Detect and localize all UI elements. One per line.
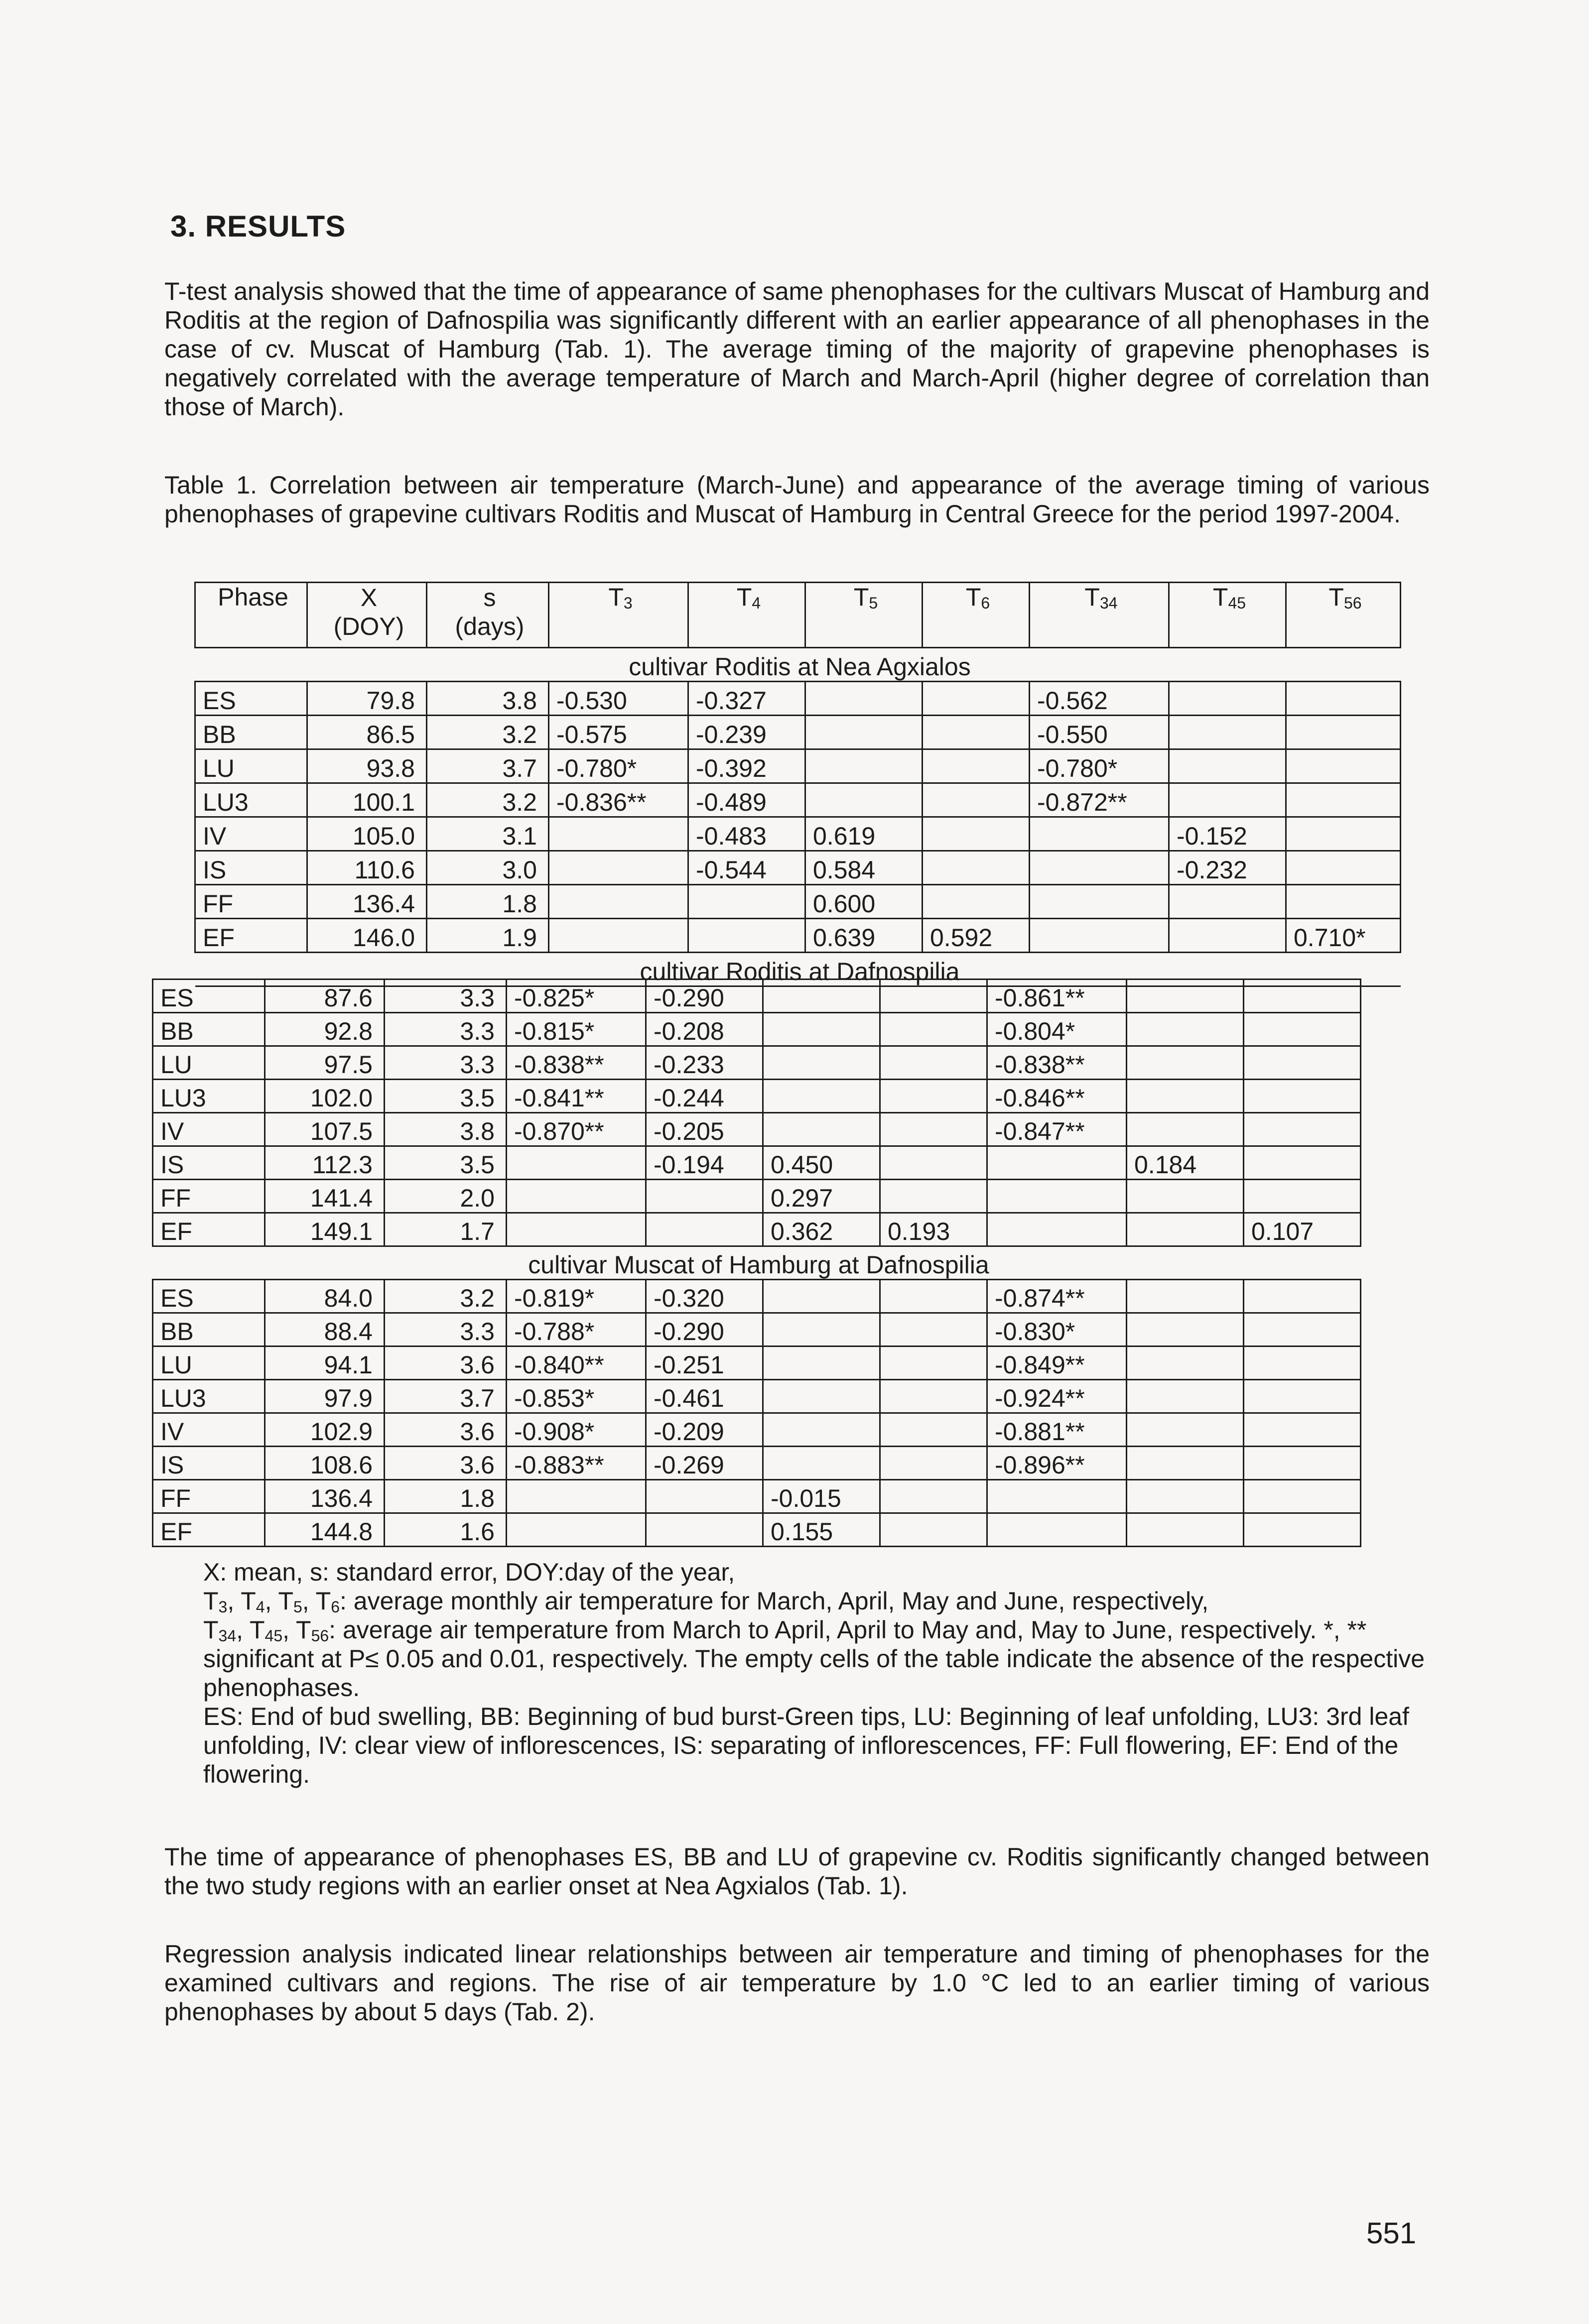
header-t4: $T_4$ xyxy=(688,583,805,648)
cell-t45 xyxy=(1127,1447,1244,1480)
cell-t6 xyxy=(880,1113,987,1146)
cell-phase: EF xyxy=(195,919,307,953)
cell-t45 xyxy=(1127,1180,1244,1213)
cell-s: 1.7 xyxy=(385,1213,507,1246)
cell-t3 xyxy=(507,1480,646,1513)
cell-phase: LU3 xyxy=(153,1080,265,1113)
cell-t6 xyxy=(880,1447,987,1480)
header-t5: $T_5$ xyxy=(805,583,923,648)
table-row xyxy=(153,1447,1361,1480)
cell-x: 93.8 xyxy=(307,749,427,783)
table-row xyxy=(153,1513,1361,1547)
cell-s: 3.2 xyxy=(427,783,549,817)
cell-t6 xyxy=(923,851,1030,885)
cell-t56 xyxy=(1244,1280,1361,1313)
cell-phase: ES xyxy=(153,1280,265,1313)
cell-x: 107.5 xyxy=(265,1113,385,1146)
cell-t6 xyxy=(880,979,987,1013)
cell-t56 xyxy=(1244,1380,1361,1413)
cell-x: 149.1 xyxy=(265,1213,385,1246)
cell-x: 84.0 xyxy=(265,1280,385,1313)
cell-t6 xyxy=(880,1380,987,1413)
cell-t4 xyxy=(688,885,805,919)
cell-s: 3.5 xyxy=(385,1080,507,1113)
section-title-nea-agxialos: cultivar Roditis at Nea Agxialos xyxy=(195,648,1401,682)
cell-s: 1.8 xyxy=(427,885,549,919)
correlation-table-part-2 xyxy=(152,979,1361,1547)
cell-t5 xyxy=(805,716,923,749)
cell-t6 xyxy=(880,1146,987,1180)
cell-t56 xyxy=(1244,1513,1361,1547)
cell-t6 xyxy=(880,1180,987,1213)
cell-phase: LU3 xyxy=(153,1380,265,1413)
cell-t45 xyxy=(1127,1413,1244,1447)
cell-t3 xyxy=(507,1146,646,1180)
cell-t6 xyxy=(923,885,1030,919)
cell-s: 1.6 xyxy=(385,1513,507,1547)
cell-t34 xyxy=(1030,919,1169,953)
table-row xyxy=(153,1346,1361,1380)
cell-t34 xyxy=(987,1213,1127,1246)
cell-t3: -0.836** xyxy=(549,783,688,817)
cell-t56 xyxy=(1286,716,1401,749)
cell-t34: -0.830* xyxy=(987,1313,1127,1346)
cell-t56 xyxy=(1244,1080,1361,1113)
cell-phase: LU xyxy=(195,749,307,783)
cell-t3: -0.838** xyxy=(507,1046,646,1080)
table-row xyxy=(195,851,1401,885)
cell-x: 136.4 xyxy=(265,1480,385,1513)
cell-phase: LU3 xyxy=(195,783,307,817)
note-line-3: $T_{34}$, $T_{45}$, $T_{56}$: average air temperature from March to April, April to May and, May to June, respectively. *, ** significant at P≤ 0.05 and 0.01, respectively. The empty cells of the table indicate the absence of the respective phenophases. xyxy=(203,1616,1425,1702)
cell-t56 xyxy=(1244,1447,1361,1480)
table-row xyxy=(153,1213,1361,1246)
table-row xyxy=(153,1280,1361,1313)
cell-t34 xyxy=(1030,817,1169,851)
cell-s: 3.8 xyxy=(427,682,549,716)
table-row xyxy=(153,1480,1361,1513)
cell-t4: -0.290 xyxy=(646,1313,763,1346)
cell-s: 3.3 xyxy=(385,979,507,1013)
cell-t3 xyxy=(549,885,688,919)
cell-t34: -0.849** xyxy=(987,1346,1127,1380)
cell-t6 xyxy=(880,1013,987,1046)
cell-t56 xyxy=(1244,1480,1361,1513)
cell-t5: 0.639 xyxy=(805,919,923,953)
cell-t45 xyxy=(1169,919,1286,953)
cell-t3 xyxy=(507,1180,646,1213)
cell-t45 xyxy=(1169,682,1286,716)
cell-t34 xyxy=(987,1513,1127,1547)
cell-s: 3.7 xyxy=(385,1380,507,1413)
cell-t45 xyxy=(1127,979,1244,1013)
cell-t3: -0.853* xyxy=(507,1380,646,1413)
cell-t4: -0.205 xyxy=(646,1113,763,1146)
cell-t4: -0.233 xyxy=(646,1046,763,1080)
cell-x: 86.5 xyxy=(307,716,427,749)
cell-t3 xyxy=(507,1213,646,1246)
cell-t34 xyxy=(987,1480,1127,1513)
cell-t34: -0.872** xyxy=(1030,783,1169,817)
cell-t6 xyxy=(923,817,1030,851)
cell-t3 xyxy=(549,817,688,851)
cell-t56 xyxy=(1286,682,1401,716)
cell-t45: -0.232 xyxy=(1169,851,1286,885)
note-line-4: ES: End of bud swelling, BB: Beginning of bud burst-Green tips, LU: Beginning of leaf unfolding, LU3: 3rd leaf unfolding, IV: clear view of inflorescences, IS: separating of inflorescences, FF: Full flowering, EF: End of the flowering. xyxy=(203,1703,1409,1788)
cell-t56 xyxy=(1244,1046,1361,1080)
header-t56: $T_{56}$ xyxy=(1286,583,1401,648)
page-number: 551 xyxy=(1366,2216,1417,2250)
cell-t34: -0.874** xyxy=(987,1280,1127,1313)
cell-t4 xyxy=(646,1213,763,1246)
cell-x: 94.1 xyxy=(265,1346,385,1380)
cell-t56 xyxy=(1244,1413,1361,1447)
cell-phase: LU xyxy=(153,1046,265,1080)
cell-s: 3.0 xyxy=(427,851,549,885)
table-row xyxy=(195,682,1401,716)
cell-t6 xyxy=(923,682,1030,716)
cell-t4 xyxy=(688,919,805,953)
cell-t4: -0.269 xyxy=(646,1447,763,1480)
cell-t5 xyxy=(805,682,923,716)
section-row xyxy=(153,1246,1361,1280)
cell-t45 xyxy=(1127,1213,1244,1246)
cell-t3 xyxy=(549,919,688,953)
cell-t4 xyxy=(646,1180,763,1213)
cell-s: 3.6 xyxy=(385,1346,507,1380)
cell-t34 xyxy=(1030,885,1169,919)
cell-t56 xyxy=(1286,783,1401,817)
cell-t34 xyxy=(987,1146,1127,1180)
cell-phase: ES xyxy=(195,682,307,716)
cell-t3: -0.908* xyxy=(507,1413,646,1447)
cell-s: 1.8 xyxy=(385,1480,507,1513)
cell-t34: -0.896** xyxy=(987,1447,1127,1480)
cell-t56 xyxy=(1244,979,1361,1013)
cell-s: 3.6 xyxy=(385,1413,507,1447)
cell-phase: ES xyxy=(153,979,265,1013)
cell-t5 xyxy=(763,1013,880,1046)
cell-t5: 0.155 xyxy=(763,1513,880,1547)
cell-phase: IS xyxy=(153,1447,265,1480)
header-t34: $T_{34}$ xyxy=(1030,583,1169,648)
cell-t4: -0.461 xyxy=(646,1380,763,1413)
table-row xyxy=(153,1413,1361,1447)
cell-t3: -0.780* xyxy=(549,749,688,783)
cell-t3: -0.530 xyxy=(549,682,688,716)
table-header-row xyxy=(195,583,1401,648)
cell-t4: -0.327 xyxy=(688,682,805,716)
header-t45: $T_{45}$ xyxy=(1169,583,1286,648)
cell-t5 xyxy=(763,1080,880,1113)
cell-t4: -0.392 xyxy=(688,749,805,783)
header-s: s (days) xyxy=(427,583,549,648)
header-x: X (DOY) xyxy=(307,583,427,648)
cell-t45: -0.152 xyxy=(1169,817,1286,851)
cell-x: 141.4 xyxy=(265,1180,385,1213)
cell-t56 xyxy=(1244,1180,1361,1213)
table-notes xyxy=(203,1558,1429,1789)
cell-t45 xyxy=(1127,1313,1244,1346)
cell-t4: -0.244 xyxy=(646,1080,763,1113)
cell-t4: -0.544 xyxy=(688,851,805,885)
results-paragraph-1: T-test analysis showed that the time of appearance of same phenophases for the cultivars Muscat of Hamburg and Roditis at the region of Dafnospilia was significantly different with an earlier appearance of all phenophases in the case of cv. Muscat of Hamburg (Tab. 1). The average timing of the majority of grapevine phenophases is negatively correlated with the average temperature of March and March-April (higher degree of correlation than those of March). xyxy=(164,277,1430,421)
section-body-muscat-dafnospilia xyxy=(153,1280,1361,1547)
cell-t3 xyxy=(549,851,688,885)
cell-t5: 0.362 xyxy=(763,1213,880,1246)
cell-t5: 0.600 xyxy=(805,885,923,919)
cell-t5 xyxy=(763,1313,880,1346)
note-line-1: X: mean, s: standard error, DOY:day of the year, xyxy=(203,1558,735,1586)
cell-t5: 0.450 xyxy=(763,1146,880,1180)
cell-phase: FF xyxy=(153,1480,265,1513)
table-row xyxy=(153,1146,1361,1180)
cell-t3: -0.815* xyxy=(507,1013,646,1046)
cell-s: 3.8 xyxy=(385,1113,507,1146)
cell-t5: 0.584 xyxy=(805,851,923,885)
cell-t5: 0.297 xyxy=(763,1180,880,1213)
cell-t4: -0.483 xyxy=(688,817,805,851)
table-row xyxy=(195,919,1401,953)
cell-t6 xyxy=(880,1346,987,1380)
cell-t34: -0.550 xyxy=(1030,716,1169,749)
cell-t34: -0.881** xyxy=(987,1413,1127,1447)
cell-s: 3.7 xyxy=(427,749,549,783)
table-row xyxy=(195,817,1401,851)
section-title: 3. RESULTS xyxy=(170,210,346,243)
cell-t56 xyxy=(1244,1013,1361,1046)
cell-t3: -0.825* xyxy=(507,979,646,1013)
cell-phase: IS xyxy=(153,1146,265,1180)
cell-t5 xyxy=(805,749,923,783)
cell-x: 92.8 xyxy=(265,1013,385,1046)
cell-t4: -0.290 xyxy=(646,979,763,1013)
correlation-table-part-1 xyxy=(194,582,1401,987)
cell-s: 3.5 xyxy=(385,1146,507,1180)
cell-t45 xyxy=(1169,749,1286,783)
cell-s: 3.6 xyxy=(385,1447,507,1480)
cell-t3: -0.840** xyxy=(507,1346,646,1380)
cell-x: 88.4 xyxy=(265,1313,385,1346)
cell-t5 xyxy=(763,1280,880,1313)
cell-t34: -0.804* xyxy=(987,1013,1127,1046)
cell-x: 112.3 xyxy=(265,1146,385,1180)
cell-t34 xyxy=(1030,851,1169,885)
cell-t5 xyxy=(763,979,880,1013)
cell-x: 102.9 xyxy=(265,1413,385,1447)
cell-t6 xyxy=(923,749,1030,783)
cell-t4 xyxy=(646,1480,763,1513)
cell-s: 3.3 xyxy=(385,1046,507,1080)
table-row xyxy=(153,1380,1361,1413)
cell-t45: 0.184 xyxy=(1127,1146,1244,1180)
cell-t45 xyxy=(1127,1346,1244,1380)
cell-t3 xyxy=(507,1513,646,1547)
note-line-2: $T_3$, $T_4$, $T_5$, $T_6$: average monthly air temperature for March, April, May and June, respectively, xyxy=(203,1587,1209,1616)
cell-t5: 0.619 xyxy=(805,817,923,851)
cell-t6 xyxy=(880,1080,987,1113)
section-body-roditis-dafnospilia xyxy=(153,979,1361,1246)
table-row xyxy=(153,1046,1361,1080)
cell-phase: IV xyxy=(195,817,307,851)
cell-x: 100.1 xyxy=(307,783,427,817)
cell-phase: IS xyxy=(195,851,307,885)
cell-x: 146.0 xyxy=(307,919,427,953)
cell-t34: -0.562 xyxy=(1030,682,1169,716)
cell-x: 136.4 xyxy=(307,885,427,919)
cell-x: 144.8 xyxy=(265,1513,385,1547)
table-row xyxy=(195,749,1401,783)
cell-t34: -0.847** xyxy=(987,1113,1127,1146)
cell-t56: 0.107 xyxy=(1244,1213,1361,1246)
cell-s: 1.9 xyxy=(427,919,549,953)
cell-t56 xyxy=(1286,851,1401,885)
cell-t5 xyxy=(763,1380,880,1413)
cell-t56 xyxy=(1286,885,1401,919)
cell-t3: -0.788* xyxy=(507,1313,646,1346)
cell-phase: BB xyxy=(153,1313,265,1346)
cell-phase: BB xyxy=(153,1013,265,1046)
cell-t4: -0.251 xyxy=(646,1346,763,1380)
cell-t3: -0.883** xyxy=(507,1447,646,1480)
cell-phase: LU xyxy=(153,1346,265,1380)
header-phase: Phase xyxy=(195,583,307,648)
cell-t56 xyxy=(1286,817,1401,851)
cell-t45 xyxy=(1169,716,1286,749)
cell-t56 xyxy=(1244,1346,1361,1380)
cell-phase: EF xyxy=(153,1213,265,1246)
cell-t6 xyxy=(880,1413,987,1447)
cell-t5 xyxy=(805,783,923,817)
cell-t6 xyxy=(880,1513,987,1547)
cell-t34: -0.861** xyxy=(987,979,1127,1013)
cell-t6 xyxy=(923,716,1030,749)
cell-phase: IV xyxy=(153,1113,265,1146)
cell-t45 xyxy=(1127,1013,1244,1046)
cell-t4: -0.489 xyxy=(688,783,805,817)
cell-x: 108.6 xyxy=(265,1447,385,1480)
cell-t6 xyxy=(880,1046,987,1080)
header-t6: $T_6$ xyxy=(923,583,1030,648)
cell-s: 3.1 xyxy=(427,817,549,851)
cell-t56 xyxy=(1286,749,1401,783)
section-title-roditis-dafnospilia: cultivar Roditis at Dafnospilia xyxy=(195,953,1401,986)
table-row xyxy=(153,1113,1361,1146)
cell-s: 3.3 xyxy=(385,1313,507,1346)
cell-x: 87.6 xyxy=(265,979,385,1013)
cell-t56 xyxy=(1244,1146,1361,1180)
cell-x: 102.0 xyxy=(265,1080,385,1113)
cell-x: 97.9 xyxy=(265,1380,385,1413)
results-paragraph-3: Regression analysis indicated linear relationships between air temperature and timing of phenophases for the examined cultivars and regions. The rise of air temperature by 1.0 °C led to an earlier timing of various phenophases by about 5 days (Tab. 2). xyxy=(164,1940,1430,2026)
cell-t45 xyxy=(1169,885,1286,919)
cell-t45 xyxy=(1127,1080,1244,1113)
cell-t34: -0.838** xyxy=(987,1046,1127,1080)
cell-t45 xyxy=(1127,1513,1244,1547)
cell-s: 2.0 xyxy=(385,1180,507,1213)
cell-phase: IV xyxy=(153,1413,265,1447)
cell-t45 xyxy=(1127,1113,1244,1146)
cell-t45 xyxy=(1127,1046,1244,1080)
table-row xyxy=(195,885,1401,919)
cell-t6 xyxy=(880,1280,987,1313)
cell-t4: -0.320 xyxy=(646,1280,763,1313)
cell-s: 3.2 xyxy=(385,1280,507,1313)
table-row xyxy=(153,1013,1361,1046)
table-caption: Table 1. Correlation between air temperature (March-June) and appearance of the average timing of various phenophases of grapevine cultivars Roditis and Muscat of Hamburg in Central Greece for the period 1997-2004. xyxy=(164,471,1430,528)
cell-x: 97.5 xyxy=(265,1046,385,1080)
cell-t4: -0.239 xyxy=(688,716,805,749)
table-row xyxy=(153,979,1361,1013)
cell-t6 xyxy=(880,1313,987,1346)
table-row xyxy=(153,1180,1361,1213)
table-row xyxy=(153,1080,1361,1113)
cell-t6: 0.592 xyxy=(923,919,1030,953)
cell-t45 xyxy=(1127,1280,1244,1313)
cell-s: 3.2 xyxy=(427,716,549,749)
cell-phase: FF xyxy=(153,1180,265,1213)
cell-t6 xyxy=(923,783,1030,817)
cell-t34: -0.780* xyxy=(1030,749,1169,783)
results-paragraph-2: The time of appearance of phenophases ES, BB and LU of grapevine cv. Roditis significantly changed between the two study regions with an earlier onset at Nea Agxialos (Tab. 1). xyxy=(164,1843,1430,1900)
section-body-nea-agxialos xyxy=(195,682,1401,953)
cell-t3: -0.819* xyxy=(507,1280,646,1313)
cell-phase: BB xyxy=(195,716,307,749)
cell-t6: 0.193 xyxy=(880,1213,987,1246)
cell-t45 xyxy=(1169,783,1286,817)
cell-t3: -0.870** xyxy=(507,1113,646,1146)
cell-t56: 0.710* xyxy=(1286,919,1401,953)
cell-t34: -0.846** xyxy=(987,1080,1127,1113)
cell-t5 xyxy=(763,1447,880,1480)
cell-t4: -0.209 xyxy=(646,1413,763,1447)
section-row xyxy=(195,648,1401,682)
header-t3: $T_3$ xyxy=(549,583,688,648)
cell-t34 xyxy=(987,1180,1127,1213)
table-row xyxy=(195,716,1401,749)
cell-t4: -0.208 xyxy=(646,1013,763,1046)
cell-phase: FF xyxy=(195,885,307,919)
cell-t5 xyxy=(763,1413,880,1447)
cell-phase: EF xyxy=(153,1513,265,1547)
cell-t6 xyxy=(880,1480,987,1513)
section-title-muscat-dafnospilia: cultivar Muscat of Hamburg at Dafnospilia xyxy=(153,1246,1361,1280)
cell-t4: -0.194 xyxy=(646,1146,763,1180)
cell-s: 3.3 xyxy=(385,1013,507,1046)
cell-x: 79.8 xyxy=(307,682,427,716)
cell-x: 110.6 xyxy=(307,851,427,885)
cell-t45 xyxy=(1127,1480,1244,1513)
cell-x: 105.0 xyxy=(307,817,427,851)
cell-t5 xyxy=(763,1346,880,1380)
table-row xyxy=(195,783,1401,817)
cell-t5: -0.015 xyxy=(763,1480,880,1513)
cell-t56 xyxy=(1244,1313,1361,1346)
cell-t34: -0.924** xyxy=(987,1380,1127,1413)
cell-t4 xyxy=(646,1513,763,1547)
cell-t3: -0.575 xyxy=(549,716,688,749)
cell-t56 xyxy=(1244,1113,1361,1146)
cell-t45 xyxy=(1127,1380,1244,1413)
cell-t5 xyxy=(763,1046,880,1080)
cell-t3: -0.841** xyxy=(507,1080,646,1113)
cell-t5 xyxy=(763,1113,880,1146)
table-row xyxy=(153,1313,1361,1346)
